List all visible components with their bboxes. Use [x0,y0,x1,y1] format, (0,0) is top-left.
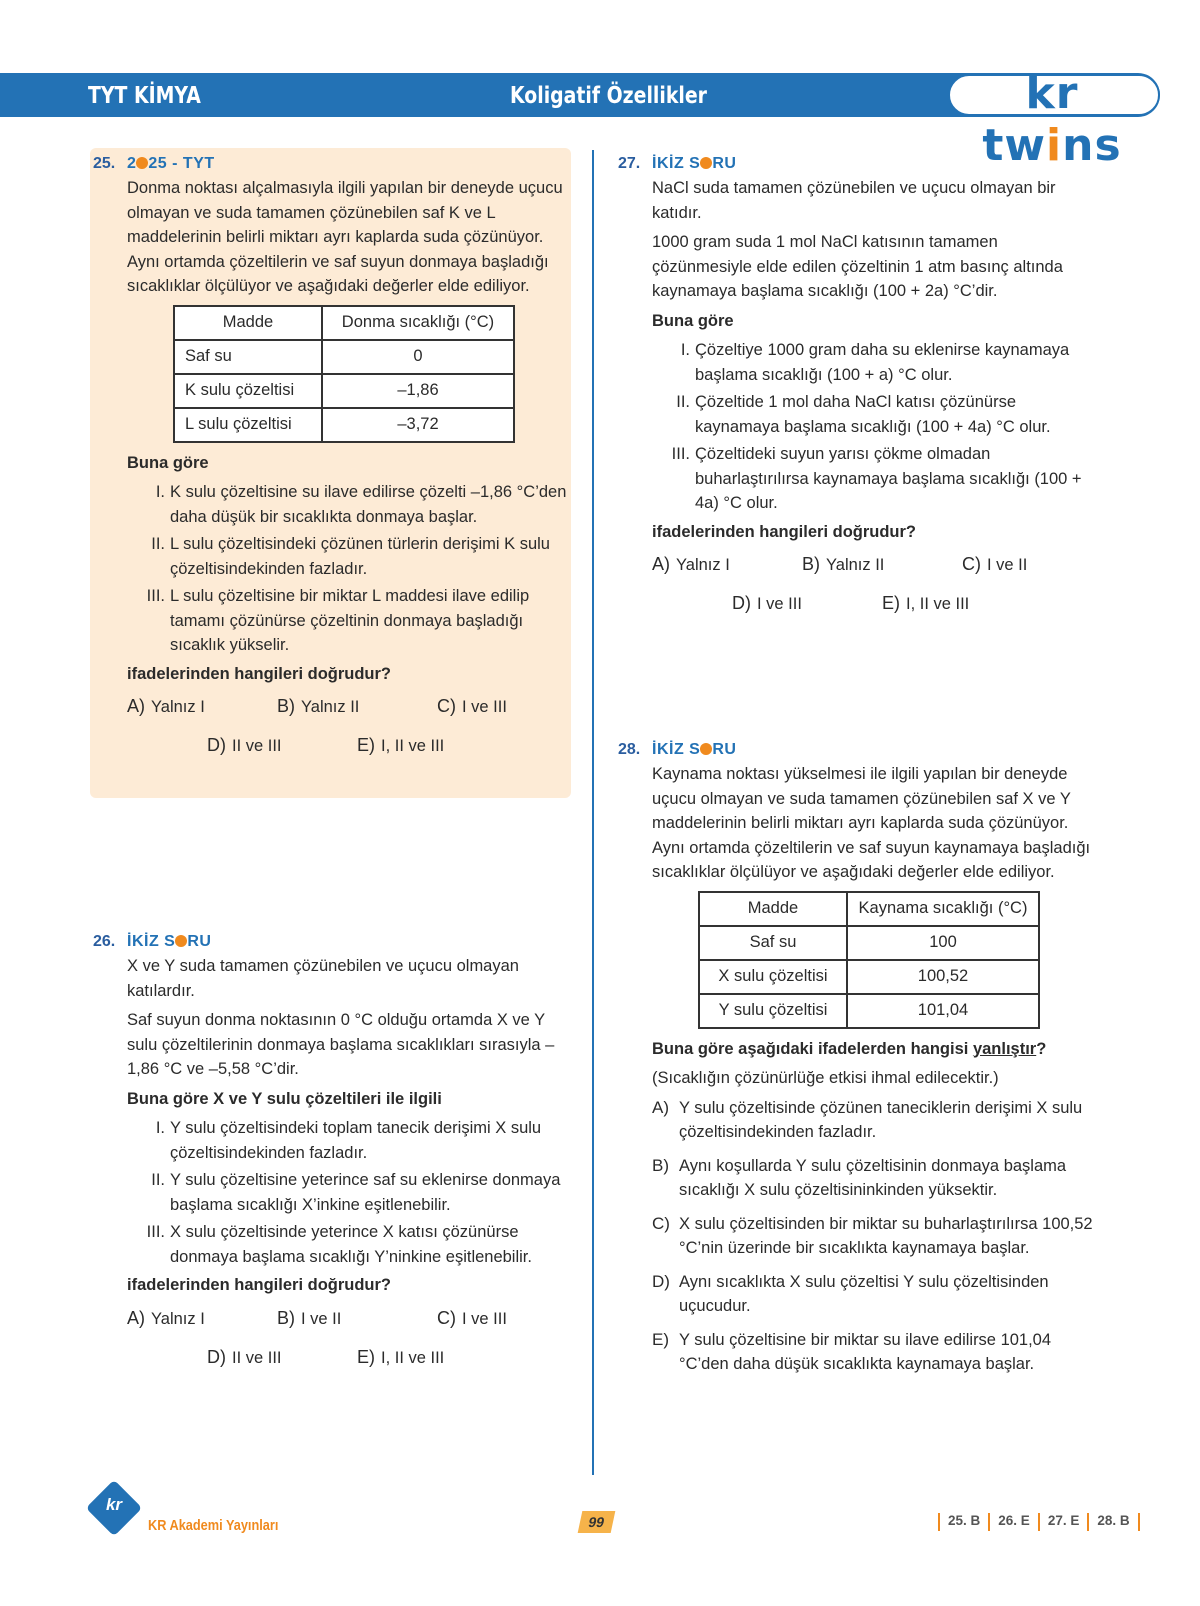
logo-part-i: i [1046,120,1063,171]
table-header: Donma sıcaklığı (°C) [322,306,514,340]
option-text: Aynı sıcaklıkta X sulu çözeltisi Y sulu çözeltisinden uçucudur. [679,1272,1049,1315]
answer-item: 27. E [1047,1513,1080,1528]
statement [127,1220,569,1269]
question-26 [93,928,569,1386]
table-cell: 100 [847,926,1039,960]
question-text: 1000 gram suda 1 mol NaCl katısının tamamen çözünmesiyle elde edilen çözeltinin 1 atm basınç altında kaynamaya başlama sıcaklığı (100 + 2a) °C’dir. [652,233,1063,300]
table-cell: K sulu çözeltisi [174,374,322,408]
statement-text: Y sulu çözeltisindeki toplam tanecik derişimi X sulu çözeltisindekinden fazladır. [170,1119,542,1162]
statement-text: Çözeltideki suyun yarısı çökme olmadan buharlaştırılırsa kaynamaya başlama sıcaklığı (100 + 4a) °C olur. [695,445,1082,512]
clock-icon [175,935,187,947]
option-text: II ve III [232,737,282,755]
question-number: 28. [618,741,641,758]
question-lead: Buna göre X ve Y sulu çözeltileri ile ilgili [127,1089,442,1108]
separator [1038,1513,1040,1531]
table-row [174,374,514,408]
option-d[interactable] [207,1345,282,1371]
question-text: Saf suyun donma noktasının 0 °C olduğu ortamda X ve Y sulu çözeltilerinin donmaya başlama sıcaklıkları sırasıyla –1,86 °C ve –5,58 °C’dir. [127,1011,555,1078]
option-d[interactable] [207,733,282,759]
prompt-keyword: yanlıştır [972,1039,1037,1058]
option-text: Yalnız I [676,556,730,574]
option-text: Y sulu çözeltisine bir miktar su ilave edilirse 101,04 °C’den daha düşük sıcaklıkta kaynamaya başlar. [679,1330,1052,1373]
statement-text: X sulu çözeltisinde yeterince X katısı çözünürse donmaya başlama sıcaklığı Y’ninkine eşitlenebilir. [170,1223,532,1266]
roman-numeral: III. [671,445,690,463]
option-text: I, II ve III [381,1348,445,1367]
option-text: I ve III [757,595,802,613]
table-row [699,960,1039,994]
tag-suffix: 25 - TYT [148,155,215,172]
option-letter: B) [277,1307,295,1328]
option-letter: A) [127,696,145,716]
question-prompt: ifadelerinden hangileri doğrudur? [127,1276,392,1294]
roman-numeral: I. [155,1119,165,1137]
option-letter: A) [652,554,670,574]
answer-item: 25. B [948,1513,981,1528]
option-text: Yalnız II [826,556,885,574]
separator [1087,1513,1089,1531]
prompt-text: Buna göre aşağıdaki ifadelerden hangisi [652,1039,969,1058]
statement-text: Çözeltiye 1000 gram daha su eklenirse kaynamaya başlama sıcaklığı (100 + a) °C olur. [695,341,1070,384]
option-text: I ve II [301,1309,342,1328]
tag-suffix: RU [187,933,212,950]
data-table [173,305,515,443]
option-b[interactable] [802,552,884,578]
option-b[interactable] [652,1154,1098,1203]
publisher-name: KR Akademi Yayınları [148,1517,279,1534]
option-text: II ve III [232,1348,282,1367]
tag-prefix: 2 [127,155,137,172]
tag-prefix: İKİZ S [652,741,701,758]
option-text: Yalnız II [301,698,360,716]
option-letter: E) [357,735,375,755]
option-letter: D) [652,1271,670,1291]
option-letter: E) [357,1346,375,1367]
statement-text: L sulu çözeltisindeki çözünen türlerin derişimi K sulu çözeltisindekinden fazladır. [170,535,550,578]
roman-numeral: I. [155,483,165,501]
option-letter: B) [802,554,820,574]
separator [988,1513,990,1531]
option-d[interactable] [652,1270,1098,1319]
option-e[interactable] [652,1328,1098,1377]
option-e[interactable] [357,733,444,759]
prompt-end: ? [1036,1039,1047,1058]
roman-numeral: III. [146,1223,165,1241]
option-letter: D) [732,593,751,613]
subject-title: TYT KİMYA [88,83,201,109]
option-letter: B) [652,1155,669,1175]
table-cell: 101,04 [847,994,1039,1028]
data-table [698,891,1040,1029]
option-letter: B) [277,696,295,716]
question-text: Kaynama noktası yükselmesi ile ilgili yapılan bir deneyde uçucu olmayan ve suda tamamen çözünebilen saf X ve Y maddelerinin belirli miktarı ayrı kaplarda suda çözünüyor. Aynı ortamda çözeltilerin ve saf suyun kaynamaya başladığı sıcaklıklar ölçülüyor ve aşağıdaki değerler elde ediliyor. [652,765,1091,881]
roman-numeral: II. [151,535,165,553]
question-25 [93,150,569,774]
option-e[interactable] [882,591,969,617]
statement [652,442,1098,516]
table-row [174,408,514,442]
option-c[interactable] [652,1212,1098,1261]
statement-text: K sulu çözeltisine su ilave edilirse çözelti –1,86 °C’den daha düşük bir sıcaklıkta donmaya başlar. [170,483,567,526]
answer-item: 26. E [998,1513,1030,1528]
option-c[interactable] [437,694,507,720]
question-prompt [652,1037,1098,1062]
option-a[interactable] [652,552,730,578]
answer-key [930,1513,1148,1531]
question-lead: Buna göre [127,453,209,472]
table-cell: –1,86 [322,374,514,408]
option-letter: C) [962,554,981,574]
option-letter: D) [207,1346,226,1367]
option-text: Y sulu çözeltisinde çözünen taneciklerin derişimi X sulu çözeltisindekinden fazladır. [679,1098,1083,1141]
question-note: (Sıcaklığın çözünürlüğe etkisi ihmal edilecektir.) [652,1069,999,1087]
statement [652,338,1098,387]
option-text: Yalnız I [151,1309,205,1328]
table-cell: 100,52 [847,960,1039,994]
question-tag [652,738,736,763]
option-b[interactable] [277,694,359,720]
answer-options [127,1306,569,1386]
question-text: X ve Y suda tamamen çözünebilen ve uçucu olmayan katılardır. [127,957,519,1000]
table-cell: –3,72 [322,408,514,442]
table-header: Madde [174,306,322,340]
question-28 [618,736,1098,1386]
statement [127,532,569,581]
question-header [618,736,1098,762]
roman-numeral: II. [151,1171,165,1189]
option-text: I, II ve III [381,737,445,755]
tag-prefix: İKİZ S [127,933,176,950]
question-prompt: ifadelerinden hangileri doğrudur? [652,522,917,541]
question-27 [618,150,1098,632]
statement-text: Y sulu çözeltisine yeterince saf su eklenirse donmaya başlama sıcaklığı X’inkine eşitlenebilir. [170,1171,561,1214]
table-row [699,926,1039,960]
answer-options [127,694,569,774]
option-letter: A) [127,1307,145,1328]
logo-part-tw: tw [982,120,1047,171]
table-header: Madde [699,892,847,926]
option-text: I ve III [462,698,507,716]
brand-logo [952,68,1152,171]
answer-item: 28. B [1097,1513,1130,1528]
statement [127,1116,569,1165]
question-prompt: ifadelerinden hangileri doğrudur? [127,664,392,683]
table-cell: X sulu çözeltisi [699,960,847,994]
option-a[interactable] [652,1096,1098,1145]
table-cell: Saf su [699,926,847,960]
statement-text: Çözeltide 1 mol daha NaCl katısı çözünürse kaynamaya başlama sıcaklığı (100 + 4a) °C olur. [695,393,1051,436]
option-text: I ve II [987,556,1028,574]
clock-icon [700,157,712,169]
roman-numeral: III. [146,587,165,605]
clock-icon [700,743,712,755]
question-number: 25. [93,155,116,172]
question-text: Donma noktası alçalmasıyla ilgili yapılan bir deneyde uçucu olmayan ve suda tamamen çözünebilen saf K ve L maddelerinin belirli miktarı ayrı kaplarda suda çözünüyor. Aynı ortamda çözeltilerin ve saf suyun donmaya başladığı sıcaklıklar ölçülüyor ve aşağıdaki değerler elde ediliyor. [127,179,563,295]
question-number: 27. [618,155,641,172]
question-header [93,928,569,954]
answer-options [652,552,1098,632]
question-header [93,150,569,176]
separator [1138,1513,1140,1531]
table-row [699,994,1039,1028]
option-letter: C) [652,1213,670,1233]
option-d[interactable] [732,591,802,617]
question-number: 26. [93,933,116,950]
clock-icon [136,157,148,169]
statement-text: L sulu çözeltisine bir miktar L maddesi ilave edilip tamamı çözünürse çözeltinin donmaya başladığı sıcaklık yükselir. [170,587,530,654]
separator [938,1513,940,1531]
option-letter: A) [652,1097,669,1117]
tag-prefix: İKİZ S [652,155,701,172]
publisher-logo-text: kr [105,1495,123,1514]
logo-part-kr: kr [1025,68,1079,119]
option-e[interactable] [357,1345,444,1371]
table-cell: Saf su [174,340,322,374]
roman-numeral: II. [676,393,690,411]
option-a[interactable] [127,1306,205,1332]
question-tag [127,152,215,177]
question-header [618,150,1098,176]
option-text: I ve III [462,1309,507,1328]
tag-suffix: RU [712,741,737,758]
option-letter: E) [652,1329,669,1349]
topic-title: Koligatif Özellikler [510,83,707,109]
roman-numeral: I. [680,341,690,359]
question-text: NaCl suda tamamen çözünebilen ve uçucu olmayan bir katıdır. [652,179,1056,222]
table-header: Kaynama sıcaklığı (°C) [847,892,1039,926]
option-text: X sulu çözeltisinden bir miktar su buharlaştırılırsa 100,52 °C’nin üzerinde bir sıcaklıkta kaynamaya başlar. [679,1214,1093,1257]
statement [127,480,569,529]
question-tag [127,930,211,955]
option-letter: D) [207,735,226,755]
statement [127,584,569,658]
option-letter: C) [437,1307,456,1328]
option-c[interactable] [962,552,1027,578]
page-number: 99 [578,1511,616,1533]
table-cell: 0 [322,340,514,374]
question-tag [652,152,736,177]
option-c[interactable] [437,1306,507,1332]
statement [127,1168,569,1217]
option-text: Yalnız I [151,698,205,716]
table-cell: L sulu çözeltisi [174,408,322,442]
logo-part-ns: ns [1062,120,1122,171]
tag-suffix: RU [712,155,737,172]
option-text: I, II ve III [906,595,970,613]
option-text: Aynı koşullarda Y sulu çözeltisinin donmaya başlama sıcaklığı X sulu çözeltisininkinden yüksektir. [679,1156,1067,1199]
option-letter: E) [882,593,900,613]
column-divider [592,150,594,1475]
statement [652,390,1098,439]
option-a[interactable] [127,694,205,720]
option-letter: C) [437,696,456,716]
question-lead: Buna göre [652,311,734,330]
table-cell: Y sulu çözeltisi [699,994,847,1028]
option-b[interactable] [277,1306,341,1332]
table-row [174,340,514,374]
